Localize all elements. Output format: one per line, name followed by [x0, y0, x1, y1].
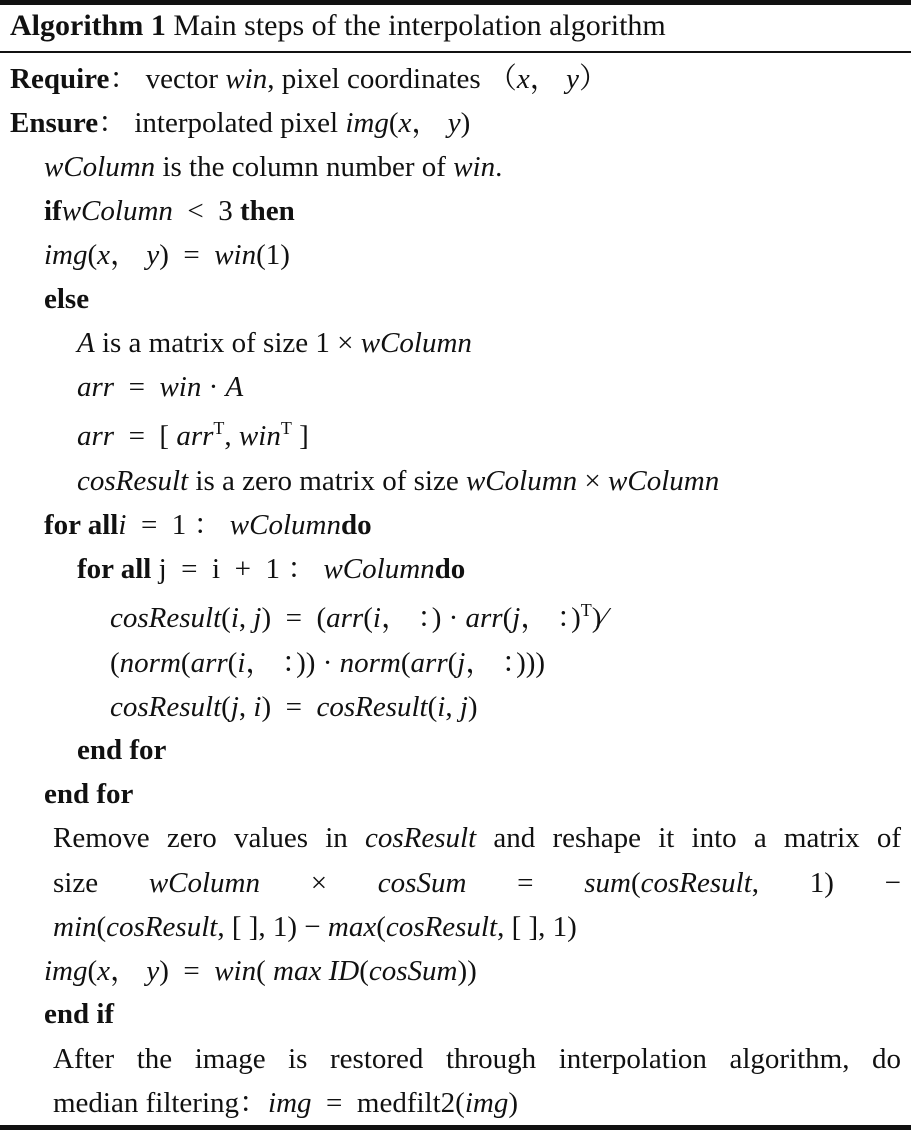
line-text: ,	[224, 420, 239, 452]
require-sep: ：	[109, 63, 139, 95]
var-y: y	[447, 107, 461, 139]
var-y: y	[566, 63, 579, 95]
var-arr: arr	[410, 647, 448, 679]
line-text: is the column number of	[155, 151, 454, 183]
line-text: is a zero matrix of size	[188, 465, 466, 497]
algo-line-6	[77, 369, 243, 405]
algo-line-after	[53, 1041, 901, 1077]
algo-line-medfilt	[53, 1085, 518, 1121]
var-i: i	[253, 691, 262, 723]
var-a: A	[77, 327, 95, 359]
var-win: win	[453, 151, 496, 183]
var-wcolumn: wColumn	[465, 465, 578, 497]
var-cosresult: cosResult	[110, 691, 222, 723]
algo-line-remove	[53, 820, 901, 856]
line-text: ))	[457, 955, 477, 987]
for-all-keyword: for all	[77, 553, 152, 585]
var-img: img	[44, 239, 88, 271]
var-a: A	[225, 371, 244, 403]
line-text: (	[376, 911, 386, 943]
var-img: img	[345, 107, 389, 139]
require-text: , pixel coordinates （	[267, 63, 517, 95]
ensure-text: ，	[411, 107, 448, 139]
ensure-sep: ：	[98, 107, 128, 139]
var-x: x	[398, 107, 412, 139]
func-max-id: max ID	[273, 955, 360, 987]
var-win: win	[159, 371, 202, 403]
for-all-keyword: for all	[44, 509, 119, 541]
func-norm: norm	[119, 647, 181, 679]
ensure-text: )	[460, 107, 471, 139]
var-j: j	[253, 602, 262, 634]
require-text: ）	[578, 63, 608, 95]
func-max: max	[327, 911, 377, 943]
func-norm: norm	[339, 647, 401, 679]
transpose-mark: T	[213, 418, 225, 438]
var-wcolumn: wColumn	[61, 195, 173, 227]
line-text: = [	[114, 420, 177, 452]
algo-line-minmax	[53, 909, 577, 945]
line-text: (	[400, 647, 411, 679]
ensure-text: (	[388, 107, 399, 139]
end-if-keyword: end if	[44, 998, 115, 1030]
line-text: ，	[110, 239, 147, 271]
line-text: ，	[110, 955, 147, 987]
line-text: Remove zero values in	[53, 822, 366, 854]
ensure-keyword: Ensure	[10, 107, 99, 139]
else-keyword: else	[44, 283, 90, 315]
line-text: , [ ], 1) −	[217, 911, 328, 943]
var-y: y	[146, 955, 160, 987]
line-text: ×	[577, 465, 609, 497]
var-cosresult: cosResult	[385, 911, 498, 943]
line-text: ， ：) ·	[380, 602, 466, 634]
line-text: < 3	[172, 195, 241, 227]
line-text: size	[53, 867, 99, 899]
algo-line-cos-1	[110, 600, 606, 636]
line-text: ) =	[159, 955, 215, 987]
var-wcolumn: wColumn	[608, 465, 720, 497]
if-keyword: if	[44, 195, 62, 227]
var-win: win	[214, 239, 257, 271]
var-x: x	[97, 955, 111, 987]
var-win: win	[238, 420, 281, 452]
line-text: is a matrix of size 1 ×	[94, 327, 361, 359]
var-i: i	[372, 602, 381, 634]
transpose-mark: T	[580, 600, 592, 620]
func-sum: sum	[584, 867, 631, 899]
line-text: (1)	[256, 239, 290, 271]
line-text: (	[359, 955, 369, 987]
line-text: 1)	[809, 867, 834, 899]
algo-line-end-for-outer	[44, 776, 133, 812]
line-text: ) =	[261, 691, 317, 723]
line-text: (	[363, 602, 373, 634]
algo-line-assign-2	[44, 953, 477, 989]
var-arr: arr	[77, 371, 115, 403]
var-cosresult: cosResult	[365, 822, 477, 854]
var-win: win	[225, 63, 268, 95]
var-cosresult: cosResult	[110, 602, 222, 634]
line-text: (	[87, 955, 98, 987]
algo-line-8	[77, 463, 719, 499]
var-cosresult: cosResult	[77, 465, 189, 497]
line-text: = medfilt2(	[311, 1087, 465, 1119]
line-text: ， ：)))	[465, 647, 546, 679]
var-arr: arr	[77, 420, 115, 452]
algo-line-cos-3	[110, 689, 478, 725]
algo-line-for-inner	[77, 551, 465, 587]
ensure-line	[10, 105, 470, 141]
line-text: ,	[445, 691, 460, 723]
end-for-keyword: end for	[77, 734, 167, 766]
line-text: After the image is restored through interpolation algorithm, do	[53, 1043, 901, 1075]
line-text: ， ：)	[520, 602, 581, 634]
sum-expression	[584, 865, 759, 901]
line-text: ·	[201, 371, 226, 403]
line-text: (	[110, 647, 120, 679]
line-text: , [ ], 1)	[497, 911, 577, 943]
line-text: (	[227, 647, 238, 679]
line-text: )	[467, 691, 478, 723]
var-wcolumn: wColumn	[323, 553, 435, 585]
var-j: j	[230, 691, 239, 723]
line-text: (	[221, 691, 231, 723]
minus-symbol: −	[884, 867, 901, 899]
line-text: and reshape it into a matrix of	[476, 822, 902, 854]
line-text: ) =	[159, 239, 215, 271]
var-cosresult: cosResult	[316, 691, 428, 723]
line-text: )∕	[591, 602, 607, 634]
var-arr: arr	[190, 647, 228, 679]
end-for-keyword: end for	[44, 778, 134, 810]
times-symbol: ×	[310, 867, 328, 899]
line-text: ,	[751, 867, 760, 899]
var-wcolumn: wColumn	[360, 327, 472, 359]
var-cosresult: cosResult	[106, 911, 218, 943]
transpose-mark: T	[280, 418, 292, 438]
var-y: y	[146, 239, 160, 271]
var-i: i	[230, 602, 239, 634]
var-cossum: cosSum	[368, 955, 458, 987]
line-text: (	[502, 602, 513, 634]
line-text: ) = (	[261, 602, 327, 634]
algo-line-cos-2	[110, 645, 545, 681]
var-img: img	[44, 955, 88, 987]
algo-line-end-if	[44, 996, 114, 1032]
algo-line-end-for-inner	[77, 732, 166, 768]
var-x: x	[97, 239, 111, 271]
algo-line-else	[44, 281, 89, 317]
algo-line-1	[44, 149, 502, 185]
var-cossum: cosSum	[377, 867, 467, 899]
line-text: j = i + 1 ：	[151, 553, 324, 585]
var-arr: arr	[465, 602, 503, 634]
algo-line-7	[77, 418, 309, 454]
var-img: img	[464, 1087, 509, 1119]
var-win: win	[214, 955, 257, 987]
var-wcolumn: wColumn	[44, 151, 156, 183]
do-keyword: do	[340, 509, 372, 541]
line-text: (	[221, 602, 231, 634]
algorithm-caption: Main steps of the interpolation algorithm	[173, 9, 666, 42]
algorithm-title	[10, 8, 666, 44]
line-text: ,	[238, 691, 254, 723]
algo-line-size	[53, 865, 901, 901]
line-text: (	[87, 239, 98, 271]
algo-line-5	[77, 325, 472, 361]
line-text: (	[96, 911, 107, 943]
bottom-rule	[0, 1125, 911, 1130]
algo-line-if	[44, 193, 295, 229]
line-text: median filtering：	[53, 1087, 269, 1119]
var-arr: arr	[326, 602, 364, 634]
var-i: i	[437, 691, 446, 723]
line-text: = 1 ：	[126, 509, 230, 541]
do-keyword: do	[434, 553, 466, 585]
line-text: (	[427, 691, 438, 723]
func-min: min	[53, 911, 97, 943]
var-x: x	[516, 63, 530, 95]
line-text: )	[508, 1087, 518, 1119]
line-text: (	[447, 647, 458, 679]
var-j: j	[459, 691, 468, 723]
var-i: i	[237, 647, 246, 679]
line-text: ， ：)) ·	[245, 647, 340, 679]
var-j: j	[457, 647, 466, 679]
var-j: j	[512, 602, 521, 634]
line-text: (	[630, 867, 641, 899]
require-keyword: Require	[10, 63, 110, 95]
var-cosresult: cosResult	[640, 867, 752, 899]
var-arr: arr	[176, 420, 214, 452]
then-keyword: then	[240, 195, 295, 227]
line-text: ]	[291, 420, 309, 452]
line-text: =	[114, 371, 160, 403]
top-rule	[0, 0, 911, 5]
require-text: ，	[529, 63, 567, 95]
line-text: (	[256, 955, 274, 987]
equals-symbol: =	[517, 867, 534, 899]
line-text: ,	[238, 602, 254, 634]
algorithm-label: Algorithm 1	[10, 9, 166, 42]
var-i: i	[118, 509, 127, 541]
var-wcolumn: wColumn	[229, 509, 341, 541]
line-text: (	[180, 647, 191, 679]
require-text: vector	[145, 63, 226, 95]
algo-line-for-outer	[44, 507, 372, 543]
var-wcolumn: wColumn	[148, 867, 260, 899]
header-rule	[0, 51, 911, 53]
var-img: img	[268, 1087, 312, 1119]
algo-line-assign-1	[44, 237, 290, 273]
ensure-text: interpolated pixel	[134, 107, 346, 139]
require-line	[10, 61, 608, 97]
line-text: .	[495, 151, 503, 183]
